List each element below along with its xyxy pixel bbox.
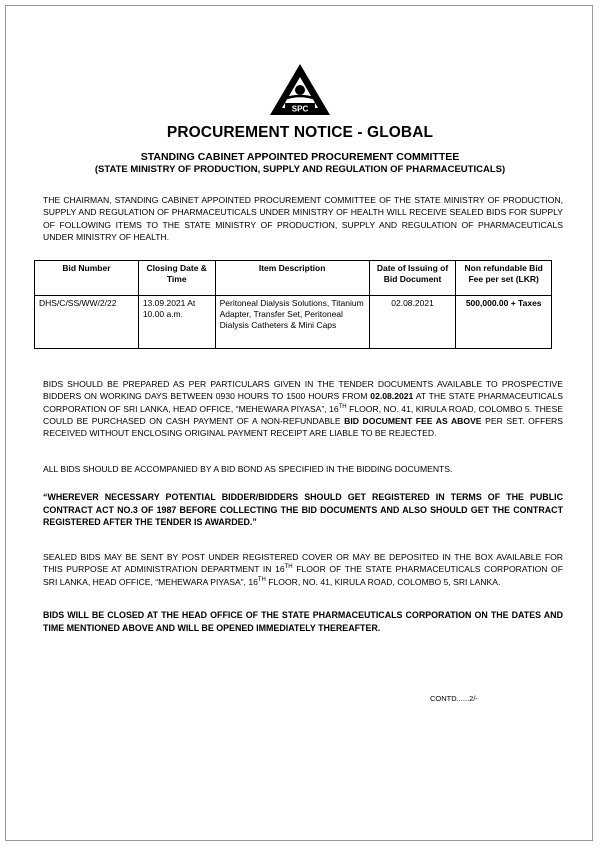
bids-text-c: FLOOR, NO. 41, KIRULA ROAD, COLOMBO 5. THESE COULD BE PURCHASED ON CASH PAYMENT OF A NON-REFUNDABLE xyxy=(43,403,563,426)
bids-text-b: AT THE STATE PHARMACEUTICALS CORPORATION OF SRI LANKA, HEAD OFFICE, “MEHEWARA PIYASA”, 16 xyxy=(43,391,563,414)
table-row xyxy=(35,296,552,349)
bids-date: 02.08.2021 xyxy=(370,391,414,402)
cell-item-description: Peritoneal Dialysis Solutions, Titanium Adapter, Transfer Set, Peritoneal Dialysis Catheters & Mini Caps xyxy=(215,296,369,349)
bids-text-a: BIDS SHOULD BE PREPARED AS PER PARTICULARS GIVEN IN THE TENDER DOCUMENTS AVAILABLE TO PROSPECTIVE BIDDERS ON WORKING DAYS BETWEEN 0930 HOURS TO 1500 HOURS FROM xyxy=(43,379,563,402)
header-issue-date: Date of Issuing of Bid Document xyxy=(369,261,456,296)
sealed-sup-1: TH xyxy=(284,564,293,571)
intro-paragraph: THE CHAIRMAN, STANDING CABINET APPOINTED PROCUREMENT COMMITTEE OF THE STATE MINISTRY OF PRODUCTION, SUPPLY AND REGULATION OF PHARMACEUTICALS UNDER MINISTRY OF HEALTH WILL RECEIVE SEALED BIDS FOR SUPPLY OF FOLLOWING ITEMS TO THE STATE MINISTRY OF PRODUCTION, SUPPLY AND REGULATION OF PHARMACEUTICALS UNDER MINISTRY OF HEALTH. xyxy=(43,195,563,242)
bids-paragraph xyxy=(43,378,563,439)
bids-table xyxy=(34,260,552,349)
sealed-text-c: FLOOR, NO. 41, KIRULA ROAD, COLOMBO 5, SRI LANKA. xyxy=(265,576,501,587)
header-bid-fee: Non refundable Bid Fee per set (LKR) xyxy=(456,261,552,296)
register-paragraph: “WHEREVER NECESSARY POTENTIAL BIDDER/BIDDERS SHOULD GET REGISTERED IN TERMS OF THE PUBLIC CONTRACT ACT NO.3 OF 1987 BEFORE COLLECTING THE BID DOCUMENTS AND ALSO SHOULD GET THE CONTRACT REGISTERED AFTER THE TENDER IS AWARDED.” xyxy=(43,492,563,527)
bids-text-d: PER SET. OFFERS RECEIVED WITHOUT ENCLOSING ORIGINAL PAYMENT RECEIPT ARE LIABLE TO BE REJECTED. xyxy=(43,415,563,439)
continued-marker: CONTD......2/- xyxy=(430,694,478,703)
ministry-name: (STATE MINISTRY OF PRODUCTION, SUPPLY AND REGULATION OF PHARMACEUTICALS) xyxy=(94,164,506,175)
header-closing-date: Closing Date & Time xyxy=(138,261,215,296)
sealed-paragraph xyxy=(43,551,563,588)
sealed-text-b: FLOOR OF THE STATE PHARMACEUTICALS CORPORATION OF SRI LANKA, HEAD OFFICE, “MEHEWARA PIYASA”, 16 xyxy=(43,564,563,587)
bids-sup: TH xyxy=(338,403,347,410)
spc-logo xyxy=(269,63,331,117)
logo-text: SPC xyxy=(291,104,309,114)
committee-name: STANDING CABINET APPOINTED PROCUREMENT COMMITTEE xyxy=(140,151,460,163)
bond-paragraph: ALL BIDS SHOULD BE ACCOMPANIED BY A BID BOND AS SPECIFIED IN THE BIDDING DOCUMENTS. xyxy=(43,464,453,474)
closing-paragraph: BIDS WILL BE CLOSED AT THE HEAD OFFICE OF THE STATE PHARMACEUTICALS CORPORATION ON THE DATES AND TIME MENTIONED ABOVE AND WILL BE OPENED IMMEDIATELY THEREAFTER. xyxy=(43,610,563,633)
header-item-description: Item Description xyxy=(215,261,369,296)
bids-fee-bold: BID DOCUMENT FEE AS ABOVE xyxy=(344,415,482,426)
cell-issue-date: 02.08.2021 xyxy=(369,296,456,349)
header-bid-number: Bid Number xyxy=(35,261,139,296)
cell-bid-fee: 500,000.00 + Taxes xyxy=(456,296,552,349)
table-header-row xyxy=(35,261,552,296)
cell-closing-date: 13.09.2021 At 10.00 a.m. xyxy=(138,296,215,349)
sealed-text-a: SEALED BIDS MAY BE SENT BY POST UNDER REGISTERED COVER OR MAY BE DEPOSITED IN THE BOX AVAILABLE FOR THIS PURPOSE AT ADMINISTRATION DEPARTMENT IN 16 xyxy=(43,552,563,575)
page-title: PROCUREMENT NOTICE - GLOBAL xyxy=(166,124,434,141)
cell-bid-number: DHS/C/SS/WW/2/22 xyxy=(35,296,139,349)
sealed-sup-2: TH xyxy=(257,576,266,583)
